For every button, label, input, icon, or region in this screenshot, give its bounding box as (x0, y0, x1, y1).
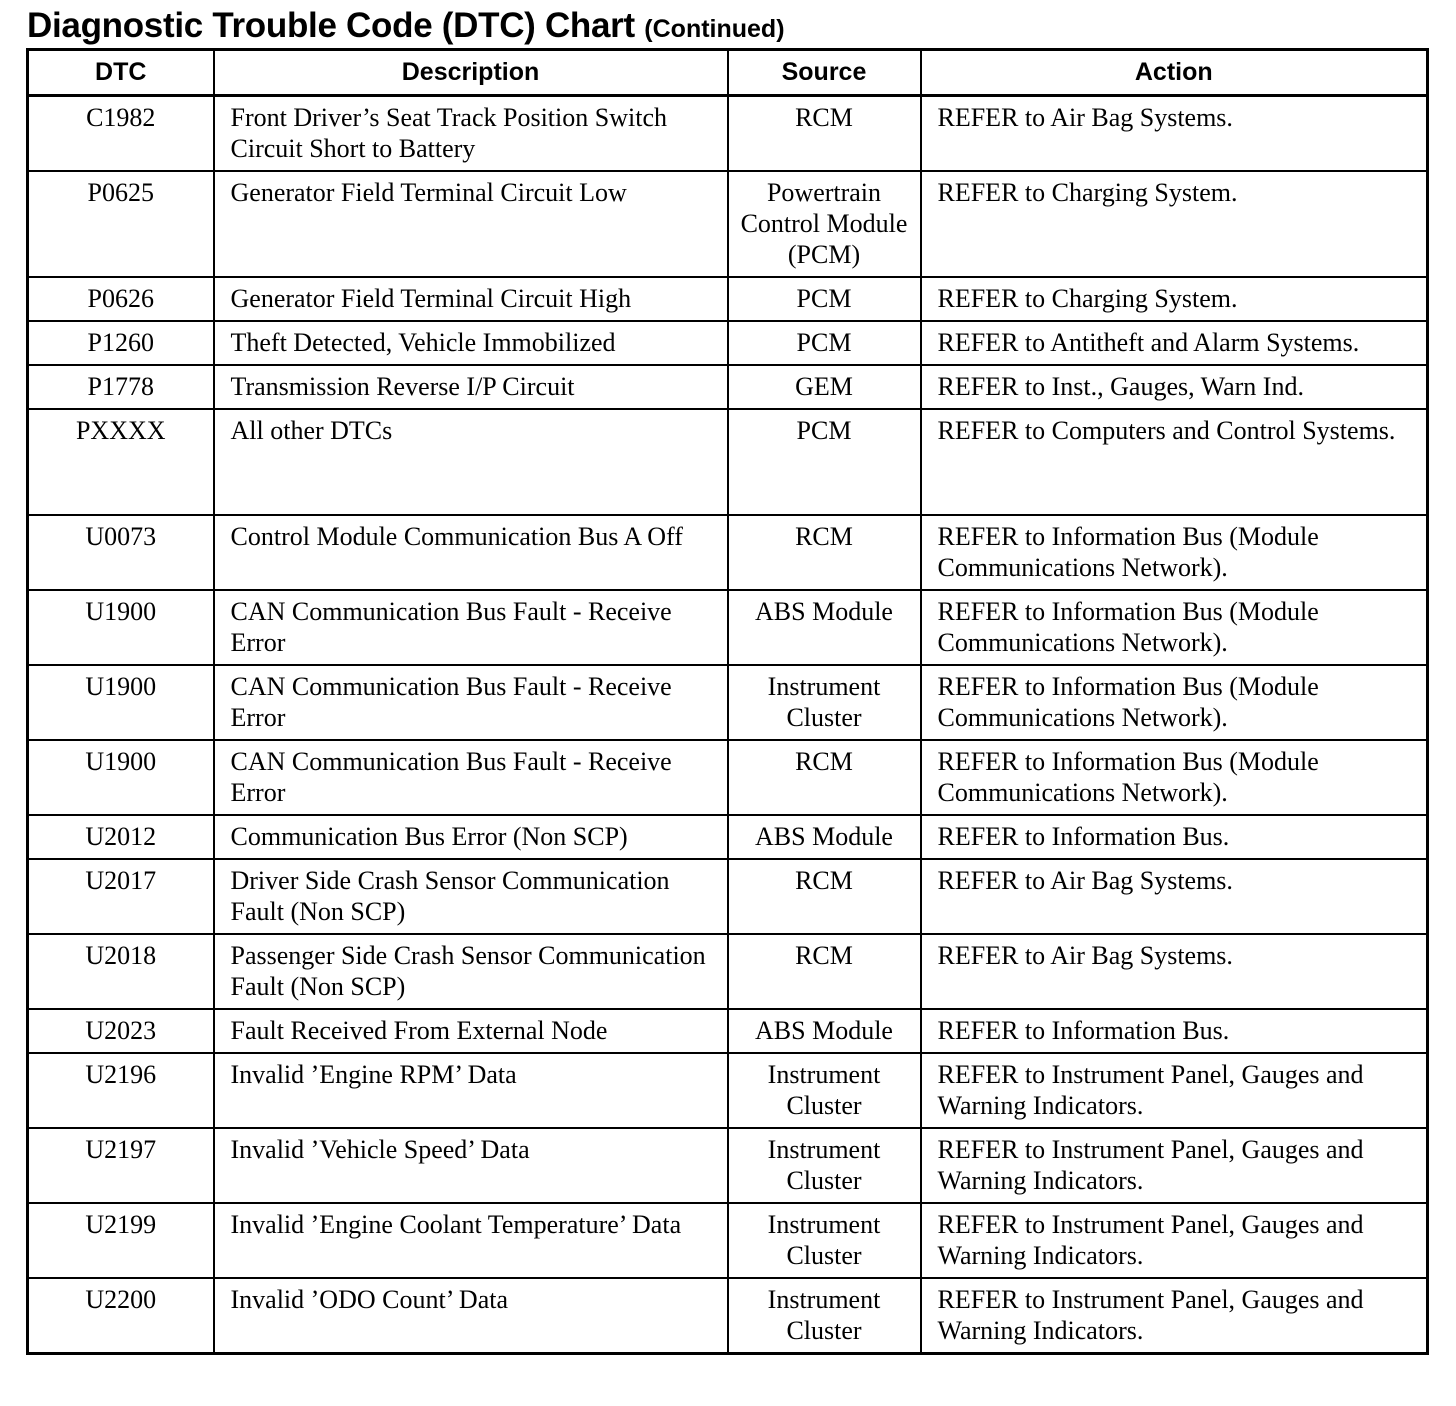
cell-description: Invalid ’Engine RPM’ Data (214, 1053, 728, 1128)
cell-description: Generator Field Terminal Circuit High (214, 277, 728, 321)
cell-action: REFER to Information Bus. (921, 815, 1428, 859)
cell-source: Instrument Cluster (728, 1203, 921, 1278)
cell-dtc: U2023 (28, 1009, 214, 1053)
cell-dtc: U2017 (28, 859, 214, 934)
cell-dtc: P0626 (28, 277, 214, 321)
cell-source: PCM (728, 277, 921, 321)
cell-description: Invalid ’ODO Count’ Data (214, 1278, 728, 1354)
table-row (28, 590, 1428, 665)
cell-action: REFER to Information Bus (Module Communications Network). (921, 515, 1428, 590)
table-row (28, 1128, 1428, 1203)
table-row (28, 1009, 1428, 1053)
header-row (28, 50, 1428, 96)
cell-description: Theft Detected, Vehicle Immobilized (214, 321, 728, 365)
cell-source: Instrument Cluster (728, 1053, 921, 1128)
cell-action: REFER to Information Bus. (921, 1009, 1428, 1053)
cell-action: REFER to Inst., Gauges, Warn Ind. (921, 365, 1428, 409)
cell-source: ABS Module (728, 815, 921, 859)
header-source: Source (728, 50, 921, 96)
cell-dtc: U2200 (28, 1278, 214, 1354)
cell-source: Instrument Cluster (728, 1128, 921, 1203)
cell-source: RCM (728, 934, 921, 1009)
cell-action: REFER to Antitheft and Alarm Systems. (921, 321, 1428, 365)
cell-dtc: C1982 (28, 96, 214, 172)
cell-dtc: U1900 (28, 590, 214, 665)
cell-dtc: P0625 (28, 171, 214, 277)
cell-action: REFER to Information Bus (Module Communications Network). (921, 665, 1428, 740)
cell-source: PCM (728, 321, 921, 365)
cell-description: Transmission Reverse I/P Circuit (214, 365, 728, 409)
table-row (28, 1278, 1428, 1354)
table-row (28, 1203, 1428, 1278)
table-row (28, 934, 1428, 1009)
cell-action: REFER to Computers and Control Systems. (921, 409, 1428, 515)
cell-description: CAN Communication Bus Fault - Receive Error (214, 740, 728, 815)
cell-dtc: P1260 (28, 321, 214, 365)
cell-source: RCM (728, 740, 921, 815)
table-row (28, 1053, 1428, 1128)
header-action: Action (921, 50, 1428, 96)
cell-dtc: U1900 (28, 665, 214, 740)
cell-description: Passenger Side Crash Sensor Communication Fault (Non SCP) (214, 934, 728, 1009)
cell-action: REFER to Instrument Panel, Gauges and Warning Indicators. (921, 1128, 1428, 1203)
cell-description: Fault Received From External Node (214, 1009, 728, 1053)
cell-dtc: U2196 (28, 1053, 214, 1128)
page-title (27, 4, 785, 51)
cell-action: REFER to Charging System. (921, 171, 1428, 277)
table-row (28, 859, 1428, 934)
header-dtc: DTC (28, 50, 214, 96)
cell-description: Generator Field Terminal Circuit Low (214, 171, 728, 277)
cell-description: Driver Side Crash Sensor Communication Fault (Non SCP) (214, 859, 728, 934)
table-row (28, 321, 1428, 365)
table-row (28, 815, 1428, 859)
cell-dtc: U0073 (28, 515, 214, 590)
cell-description: All other DTCs (214, 409, 728, 515)
cell-action: REFER to Air Bag Systems. (921, 859, 1428, 934)
cell-source: Instrument Cluster (728, 665, 921, 740)
cell-dtc: U2199 (28, 1203, 214, 1278)
table-row (28, 96, 1428, 172)
cell-description: Front Driver’s Seat Track Position Switch Circuit Short to Battery (214, 96, 728, 172)
cell-dtc: U1900 (28, 740, 214, 815)
cell-source: PCM (728, 409, 921, 515)
cell-action: REFER to Instrument Panel, Gauges and Warning Indicators. (921, 1203, 1428, 1278)
cell-description: Invalid ’Engine Coolant Temperature’ Data (214, 1203, 728, 1278)
cell-source: ABS Module (728, 590, 921, 665)
cell-description: Communication Bus Error (Non SCP) (214, 815, 728, 859)
cell-action: REFER to Information Bus (Module Communications Network). (921, 590, 1428, 665)
cell-action: REFER to Instrument Panel, Gauges and Warning Indicators. (921, 1278, 1428, 1354)
title-continued: (Continued) (644, 15, 785, 43)
table-row (28, 171, 1428, 277)
cell-source: Instrument Cluster (728, 1278, 921, 1354)
table-row (28, 409, 1428, 515)
cell-source: GEM (728, 365, 921, 409)
header-description: Description (214, 50, 728, 96)
cell-description: Control Module Communication Bus A Off (214, 515, 728, 590)
cell-action: REFER to Charging System. (921, 277, 1428, 321)
cell-dtc: U2018 (28, 934, 214, 1009)
cell-action: REFER to Instrument Panel, Gauges and Warning Indicators. (921, 1053, 1428, 1128)
table-row (28, 365, 1428, 409)
table-row (28, 515, 1428, 590)
cell-action: REFER to Information Bus (Module Communications Network). (921, 740, 1428, 815)
cell-description: CAN Communication Bus Fault - Receive Error (214, 590, 728, 665)
cell-source: ABS Module (728, 1009, 921, 1053)
dtc-table (26, 48, 1429, 1355)
table-row (28, 277, 1428, 321)
table-row (28, 665, 1428, 740)
cell-dtc: U2197 (28, 1128, 214, 1203)
cell-source: Powertrain Control Module (PCM) (728, 171, 921, 277)
cell-description: CAN Communication Bus Fault - Receive Error (214, 665, 728, 740)
cell-source: RCM (728, 859, 921, 934)
cell-source: RCM (728, 96, 921, 172)
title-text: Diagnostic Trouble Code (DTC) Chart (27, 6, 635, 45)
cell-description: Invalid ’Vehicle Speed’ Data (214, 1128, 728, 1203)
cell-action: REFER to Air Bag Systems. (921, 96, 1428, 172)
cell-dtc: U2012 (28, 815, 214, 859)
cell-source: RCM (728, 515, 921, 590)
table-row (28, 740, 1428, 815)
cell-dtc: PXXXX (28, 409, 214, 515)
cell-action: REFER to Air Bag Systems. (921, 934, 1428, 1009)
cell-dtc: P1778 (28, 365, 214, 409)
